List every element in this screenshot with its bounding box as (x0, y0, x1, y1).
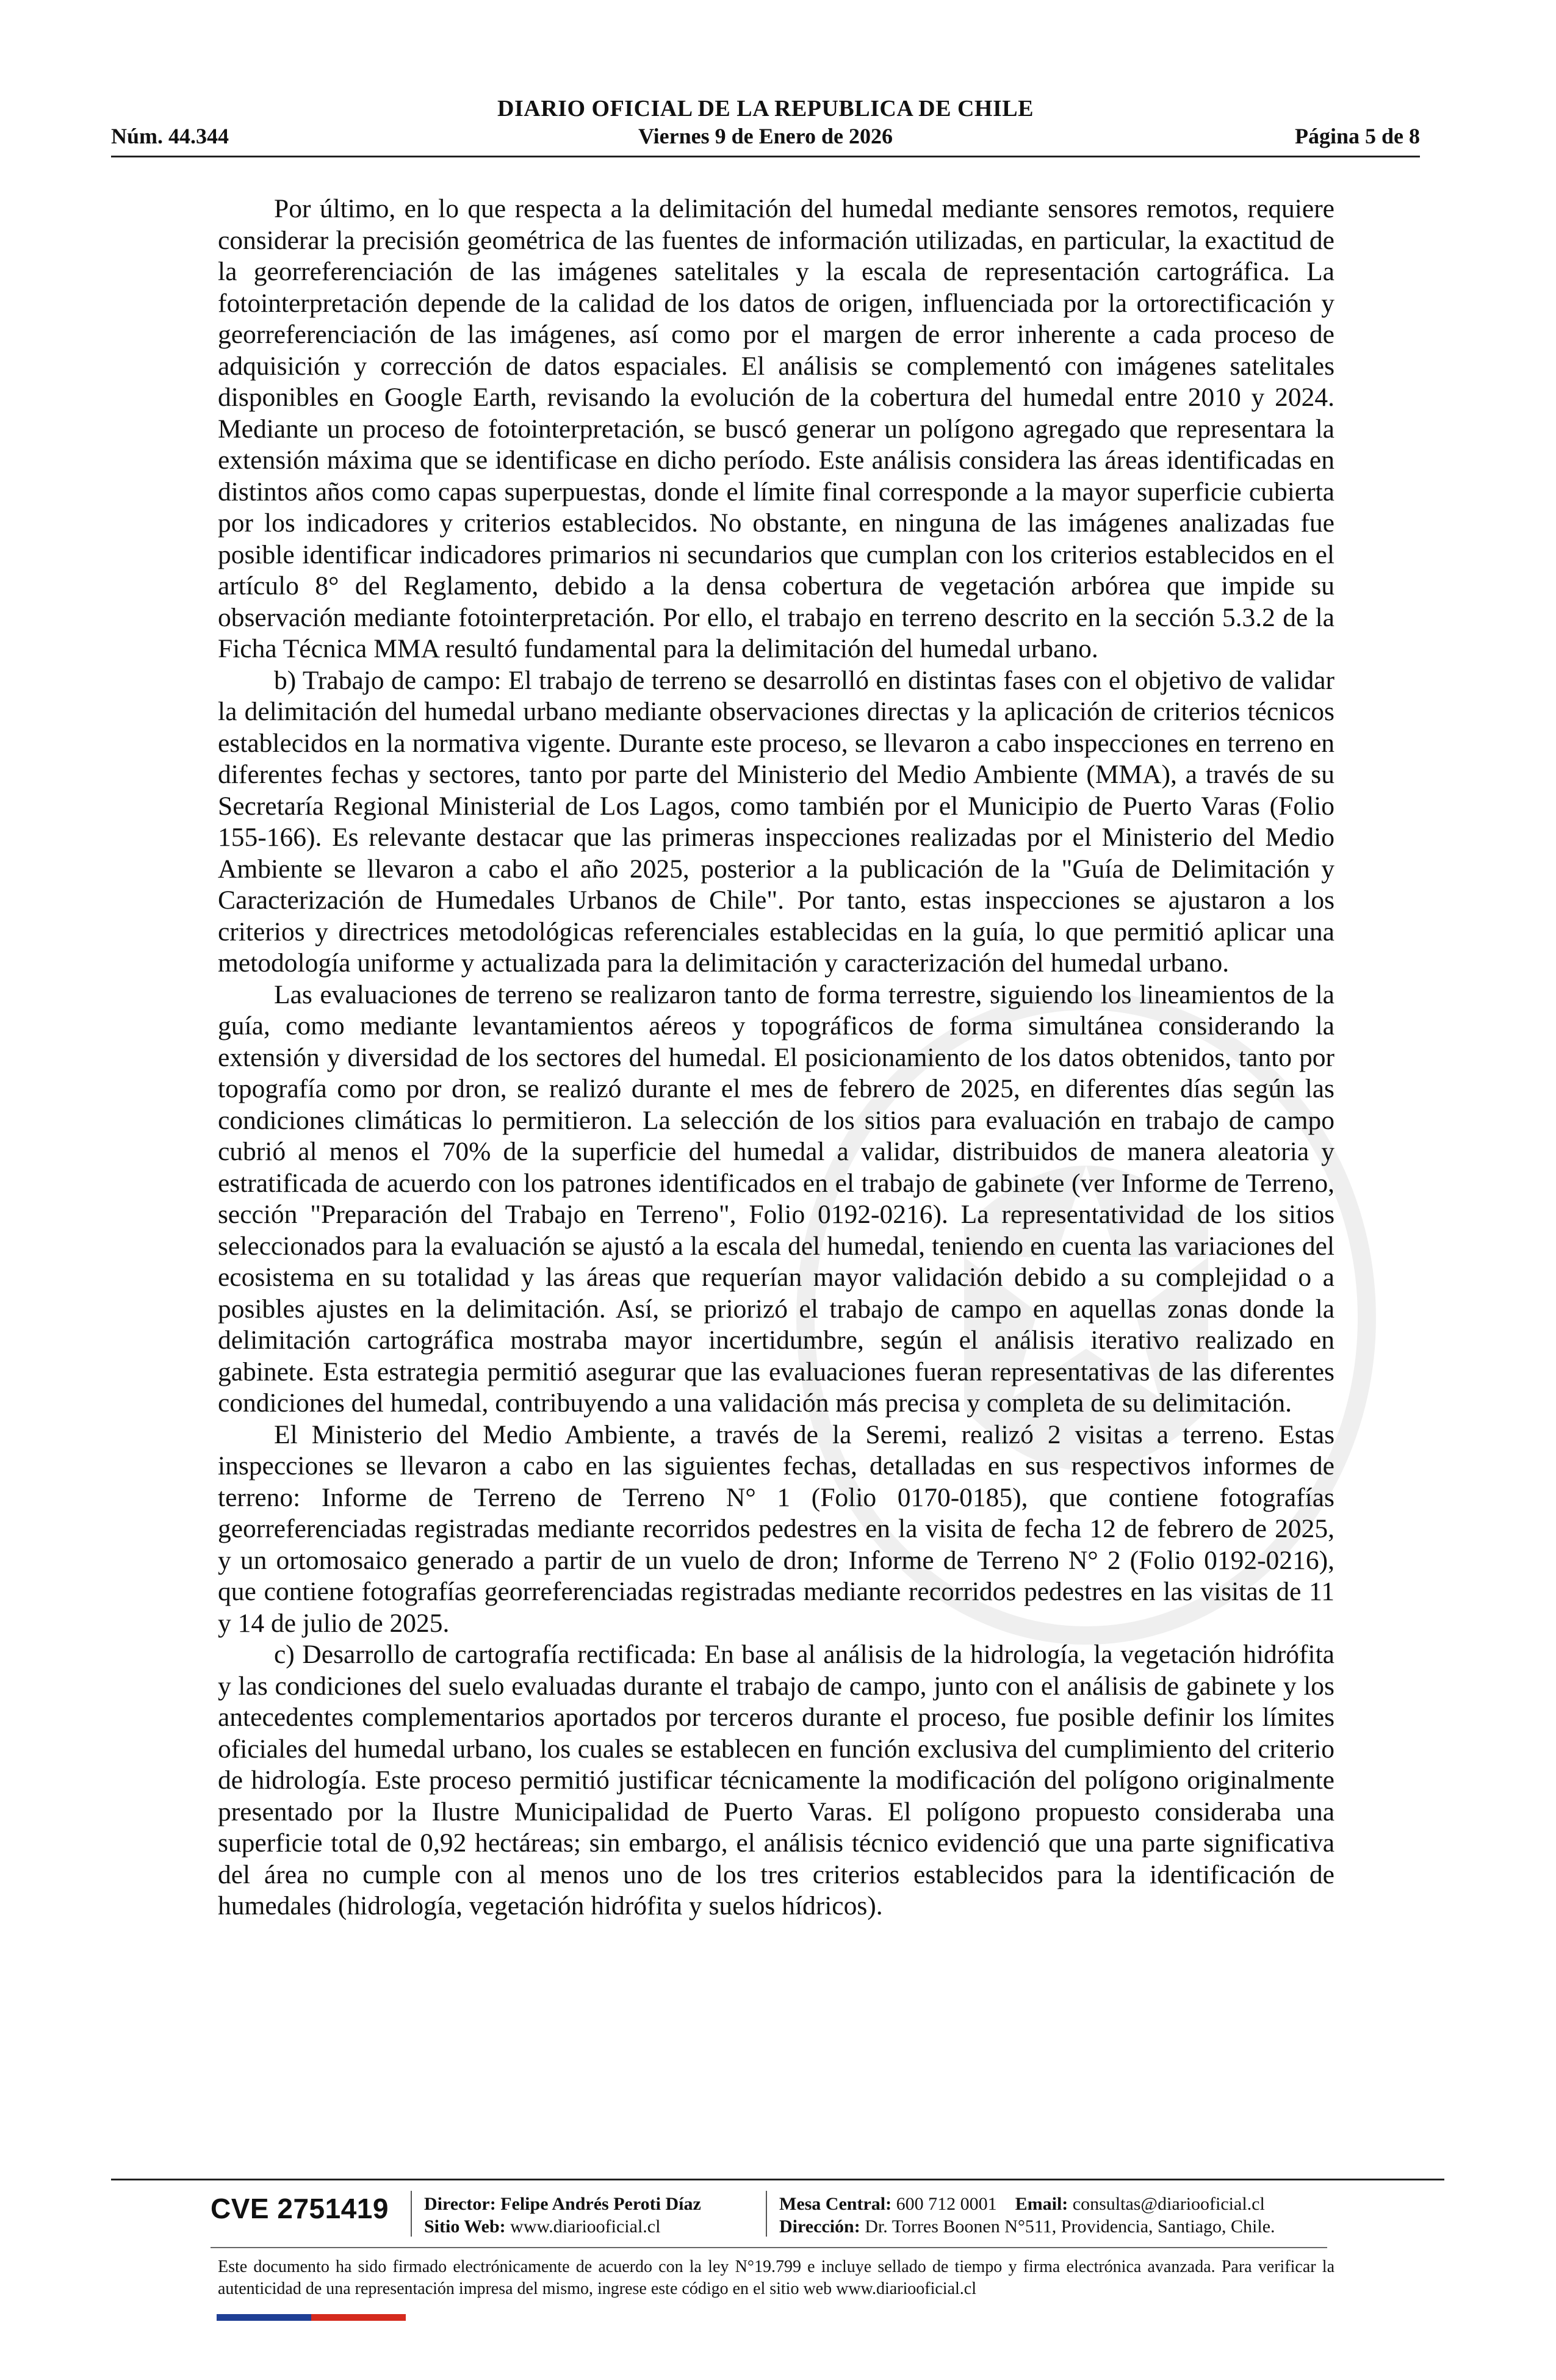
issue-date: Viernes 9 de Enero de 2026 (638, 124, 893, 148)
director-label: Director: (424, 2194, 496, 2214)
footer-separator (411, 2191, 412, 2237)
paragraph: b) Trabajo de campo: El trabajo de terreno se desarrolló en distintas fases con el objetivo de validar la delimitación del humedal urbano mediante observaciones directas y la aplicación de criterios técnicos establecidos en la normativa vigente. Durante este proceso, se llevaron a cabo inspecciones en terreno en diferentes fechas y sectores, tanto por parte del Ministerio del Medio Ambiente (MMA), a través de su Secretaría Regional Ministerial de Los Lagos, como también por el Municipio de Puerto Varas (Folio 155-166). Es relevante destacar que las primeras inspecciones realizadas por el Ministerio del Medio Ambiente se llevaron a cabo el año 2025, posterior a la publicación de la "Guía de Delimitación y Caracterización de Humedales Urbanos de Chile". Por tanto, estas inspecciones se ajustaron a los criterios y directrices metodológicas referenciales establecidas en la guía, lo que permitió aplicar una metodología uniforme y actualizada para la delimitación y caracterización del humedal urbano. (218, 665, 1334, 978)
mesa-label: Mesa Central: (779, 2194, 892, 2214)
paragraph: El Ministerio del Medio Ambiente, a través de la Seremi, realizó 2 visitas a terreno. Estas inspecciones se llevaron a cabo en las siguientes fechas, detalladas en sus respectivos informes de terreno: Informe de Terreno de Terreno N° 1 (Folio 0170-0185), que contiene fotografías georreferenciadas registradas mediante recorridos pedestres en la visita de fecha 12 de febrero de 2025, y un ortomosaico generado a partir de un vuelo de dron; Informe de Terreno N° 2 (Folio 0192-0216), que contiene fotografías georreferenciadas registradas mediante recorridos pedestres en las visitas de 11 y 14 de julio de 2025. (218, 1419, 1334, 1638)
paragraph: c) Desarrollo de cartografía rectificada: En base al análisis de la hidrología, la vegetación hidrófita y las condiciones del suelo evaluadas durante el trabajo de campo, junto con el análisis de gabinete y los antecedentes complementarios aportados por terceros durante el proceso, fue posible definir los límites oficiales del humedal urbano, los cuales se establecen en función exclusiva del cumplimiento del criterio de hidrología. Este proceso permitió justificar técnicamente la modificación del polígono originalmente presentado por la Ilustre Municipalidad de Puerto Varas. El polígono propuesto consideraba una superficie total de 0,92 hectáreas; sin embargo, el análisis técnico evidenció que una parte significativa del área no cumple con al menos uno de los tres criterios establecidos para la identificación de humedales (hidrología, vegetación hidrófita y suelos hídricos). (218, 1640, 1334, 1920)
footer-contact-block (779, 2193, 1275, 2238)
flag-segment (311, 2314, 359, 2321)
flag-segment (217, 2314, 264, 2321)
legal-notice: Este documento ha sido firmado electrónicamente de acuerdo con la ley N°19.799 e incluye sellado de tiempo y firma electrónica avanzada. Para verificar la autenticidad de una representación impresa del mismo, ingrese este código en el sitio web www.diariooficial.cl (218, 2257, 1334, 2298)
flag-color-bar (217, 2314, 406, 2321)
flag-segment (359, 2314, 406, 2321)
address-label: Dirección: (779, 2216, 860, 2237)
email-link[interactable]: consultas@diariooficial.cl (1072, 2194, 1265, 2214)
address-value: Dr. Torres Boonen N°511, Providencia, Santiago, Chile. (865, 2216, 1275, 2237)
flag-segment (264, 2314, 312, 2321)
page-indicator: Página 5 de 8 (1294, 124, 1420, 148)
issue-number: Núm. 44.344 (111, 124, 229, 148)
email-label: Email: (1015, 2194, 1068, 2214)
footer-separator (766, 2191, 767, 2237)
paragraph: Por último, en lo que respecta a la delimitación del humedal mediante sensores remotos, requiere considerar la precisión geométrica de las fuentes de información utilizadas, en particular, la exactitud de la georreferenciación de las imágenes satelitales y la escala de representación cartográfica. La fotointerpretación depende de la calidad de los datos de origen, influenciada por la ortorectificación y georreferenciación de las imágenes, así como por el margen de error inherente a cada proceso de adquisición y corrección de datos espaciales. El análisis se complementó con imágenes satelitales disponibles en Google Earth, revisando la evolución de la cobertura del humedal entre 2010 y 2024. Mediante un proceso de fotointerpretación, se buscó generar un polígono agregado que representara la extensión máxima que se identificase en dicho período. Este análisis considera las áreas identificadas en distintos años como capas superpuestas, donde el límite final corresponde a la mayor superficie cubierta por los indicadores y criterios establecidos. No obstante, en ninguna de las imágenes analizadas fue posible identificar indicadores primarios ni secundarios que cumplan con los criterios establecidos en el artículo 8° del Reglamento, debido a la densa cobertura de vegetación arbórea que impide su observación mediante fotointerpretación. Por ello, el trabajo en terreno descrito en la sección 5.3.2 de la Ficha Técnica MMA resultó fundamental para la delimitación del humedal urbano. (218, 194, 1334, 663)
page-header (111, 93, 1420, 157)
publication-title: DIARIO OFICIAL DE LA REPUBLICA DE CHILE (497, 96, 1034, 121)
paragraph: Las evaluaciones de terreno se realizaron tanto de forma terrestre, siguiendo los lineamientos de la guía, como mediante levantamientos aéreos y topográficos de forma simultánea considerando la extensión y diversidad de los sectores del humedal. El posicionamiento de los datos obtenidos, tanto por topografía como por dron, se realizó durante el mes de febrero de 2025, en diferentes días según las condiciones climáticas lo permitieron. La selección de los sitios para evaluación en trabajo de campo cubrió al menos el 70% de la superficie del humedal a validar, distribuidos de manera aleatoria y estratificada de acuerdo con los patrones identificados en el trabajo de gabinete (ver Informe de Terreno, sección "Preparación del Trabajo en Terreno", Folio 0192-0216). La representatividad de los sitios seleccionados para la evaluación se ajustó a la escala del humedal, teniendo en cuenta las variaciones del ecosistema en su totalidad y las áreas que requerían mayor validación debido a su complejidad o a posibles ajustes en la delimitación. Así, se priorizó el trabajo de campo en aquellas zonas donde la delimitación cartográfica mostraba mayor incertidumbre, según el análisis iterativo realizado en gabinete. Esta estrategia permitió asegurar que las evaluaciones fueran representativas de las diferentes condiciones del humedal, contribuyendo a una validación más precisa y completa de su delimitación. (218, 979, 1334, 1418)
footer-divider (111, 2179, 1444, 2180)
cve-code: CVE 2751419 (211, 2193, 389, 2224)
site-label: Sitio Web: (424, 2216, 506, 2237)
document-body (218, 193, 1334, 1922)
footer-divider-secondary (211, 2247, 1327, 2248)
mesa-phone: 600 712 0001 (896, 2194, 997, 2214)
footer-director-block (424, 2193, 701, 2238)
site-link[interactable]: www.diariooficial.cl (510, 2216, 661, 2237)
director-name: Felipe Andrés Peroti Díaz (500, 2194, 701, 2214)
header-divider (111, 156, 1420, 157)
